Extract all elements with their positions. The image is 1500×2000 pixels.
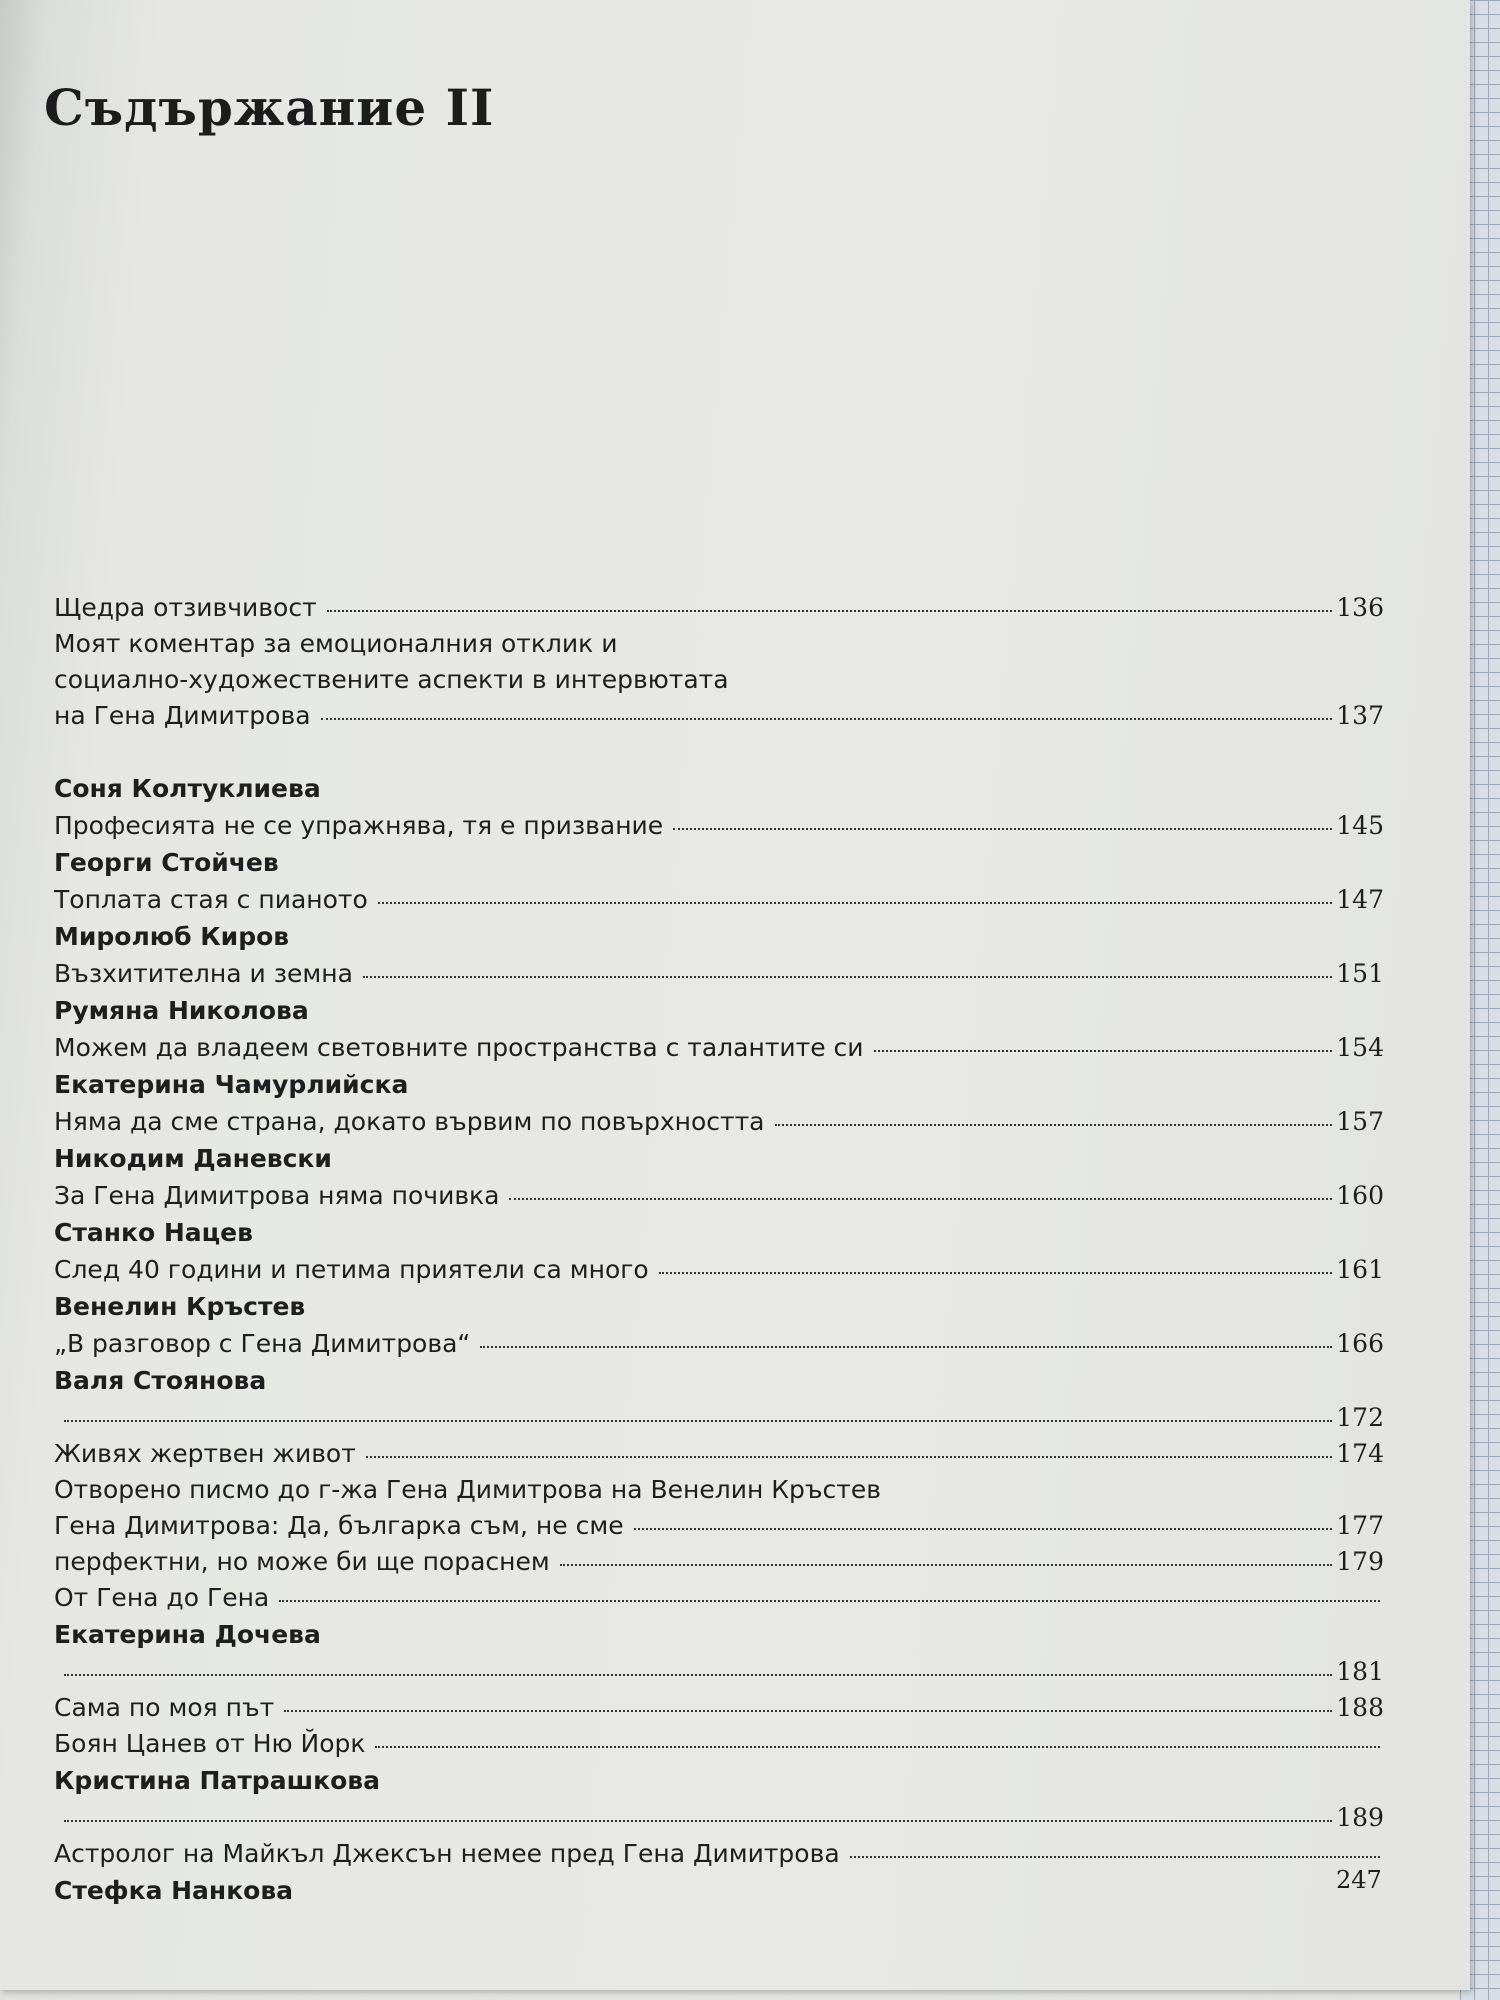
toc-entry: [54, 1654, 1384, 1690]
toc-entry: [54, 1400, 1384, 1436]
toc-entry-title: След 40 години и петима приятели са много: [54, 1255, 649, 1284]
toc-entry: [54, 1836, 1384, 1872]
dot-leader: [659, 1271, 1333, 1274]
toc-entry-page: 172: [1336, 1403, 1384, 1432]
toc-entry-page: 179: [1336, 1547, 1384, 1576]
dot-leader: [64, 1673, 1332, 1676]
toc-entry: [54, 1580, 1384, 1616]
toc-author: Миролюб Киров: [54, 922, 290, 951]
toc-entry: [54, 662, 1384, 698]
toc-author: Станко Нацев: [54, 1218, 253, 1247]
toc-entry: [54, 1252, 1384, 1288]
toc-entry: [54, 882, 1384, 918]
toc-entry-page: 166: [1336, 1329, 1384, 1358]
spacer: [54, 734, 1384, 770]
toc-entry: [54, 698, 1384, 734]
toc-entry-title: Сама по моя път: [54, 1693, 275, 1722]
toc-entry-page: 188: [1336, 1693, 1384, 1722]
toc-entry-title: Живях жертвен живот: [54, 1439, 356, 1468]
toc-entry: [54, 1544, 1384, 1580]
dot-leader: [509, 1197, 1332, 1200]
toc-entry-title: Моят коментар за емоционалния отклик и: [54, 629, 618, 658]
toc-entry-title: социално-художествените аспекти в интервютата: [54, 665, 729, 694]
toc-entry-title: „В разговор с Гена Димитрова“: [54, 1329, 471, 1358]
toc-entry-page: 147: [1336, 885, 1384, 914]
toc-author: Соня Колтуклиева: [54, 774, 321, 803]
dot-leader: [375, 1745, 1380, 1748]
toc-entry: [54, 1326, 1384, 1362]
toc-entry-page: 154: [1336, 1033, 1384, 1062]
toc-entry: [54, 1030, 1384, 1066]
toc-author: Венелин Кръстев: [54, 1292, 306, 1321]
toc-entry-page: 157: [1336, 1107, 1384, 1136]
toc-entry-title: За Гена Димитрова няма почивка: [54, 1181, 500, 1210]
dot-leader: [775, 1123, 1333, 1126]
dot-leader: [327, 609, 1333, 612]
toc-author: Валя Стоянова: [54, 1366, 267, 1395]
dot-leader: [284, 1709, 1332, 1712]
toc-author: Стефка Нанкова: [54, 1876, 294, 1905]
toc-sections: [54, 770, 1384, 1910]
toc-entry-title: Няма да сме страна, докато вървим по повърхността: [54, 1107, 765, 1136]
toc-entry-title: Боян Цанев от Ню Йорк: [54, 1729, 366, 1758]
toc-entry: [54, 626, 1384, 662]
toc-author: Екатерина Чамурлийска: [54, 1070, 409, 1099]
toc-entry: [54, 1104, 1384, 1140]
toc-entry: [54, 1178, 1384, 1214]
toc-author: Кристина Патрашкова: [54, 1766, 380, 1795]
toc-entry-title: Можем да владеем световните пространства с талантите си: [54, 1033, 864, 1062]
toc-entry: [54, 590, 1384, 626]
toc-entry-page: 189: [1336, 1803, 1384, 1832]
dot-leader: [279, 1599, 1380, 1602]
toc-entry-title: Щедра отзивчивост: [54, 593, 317, 622]
toc-entry-title: Топлата стая с пианото: [54, 885, 368, 914]
page-number: 247: [1336, 1866, 1382, 1894]
toc-entry-page: 177: [1336, 1511, 1384, 1540]
dot-leader: [321, 717, 1333, 720]
dot-leader: [378, 901, 1333, 904]
dot-leader: [850, 1855, 1380, 1858]
toc-entry-page: 136: [1336, 593, 1384, 622]
toc-author: Георги Стойчев: [54, 848, 279, 877]
dot-leader: [673, 827, 1332, 830]
toc-entry-title: Гена Димитрова: Да, българка съм, не сме: [54, 1511, 624, 1540]
toc-entry-title: на Гена Димитрова: [54, 701, 311, 730]
toc-entry-page: 181: [1336, 1657, 1384, 1686]
toc-entry-title: перфектни, но може би ще пораснем: [54, 1547, 550, 1576]
toc-entry: [54, 956, 1384, 992]
dot-leader: [560, 1563, 1333, 1566]
toc-entry-title: Професията не се упражнява, тя е призвание: [54, 811, 664, 840]
toc-entry-page: 160: [1336, 1181, 1384, 1210]
toc-entry: [54, 1690, 1384, 1726]
toc-author: Никодим Даневски: [54, 1144, 332, 1173]
dot-leader: [363, 975, 1332, 978]
toc-entry-title: Отворено писмо до г-жа Гена Димитрова на Венелин Кръстев: [54, 1475, 881, 1504]
table-of-contents: [54, 590, 1384, 1910]
toc-entry: [54, 808, 1384, 844]
toc-entry: [54, 1726, 1384, 1762]
toc-entry-page: 151: [1336, 959, 1384, 988]
toc-author: Румяна Николова: [54, 996, 309, 1025]
dot-leader: [634, 1527, 1333, 1530]
toc-author: Екатерина Дочева: [54, 1620, 321, 1649]
dot-leader: [64, 1819, 1332, 1822]
toc-entry-page: 174: [1336, 1439, 1384, 1468]
toc-entry-title: Възхитителна и земна: [54, 959, 353, 988]
toc-entry-title: Астролог на Майкъл Джексън немее пред Гена Димитрова: [54, 1839, 840, 1868]
toc-entry: [54, 1436, 1384, 1472]
toc-intro: [54, 590, 1384, 734]
toc-entry-page: 161: [1336, 1255, 1384, 1284]
toc-entry: [54, 1472, 1384, 1508]
page-title: Съдържание II: [44, 78, 495, 137]
toc-entry-page: 137: [1336, 701, 1384, 730]
toc-entry-title: От Гена до Гена: [54, 1583, 270, 1612]
toc-entry-page: 145: [1336, 811, 1384, 840]
dot-leader: [874, 1049, 1333, 1052]
toc-entry: [54, 1508, 1384, 1544]
dot-leader: [480, 1345, 1332, 1348]
toc-entry: [54, 1800, 1384, 1836]
dot-leader: [64, 1419, 1332, 1422]
dot-leader: [366, 1455, 1332, 1458]
